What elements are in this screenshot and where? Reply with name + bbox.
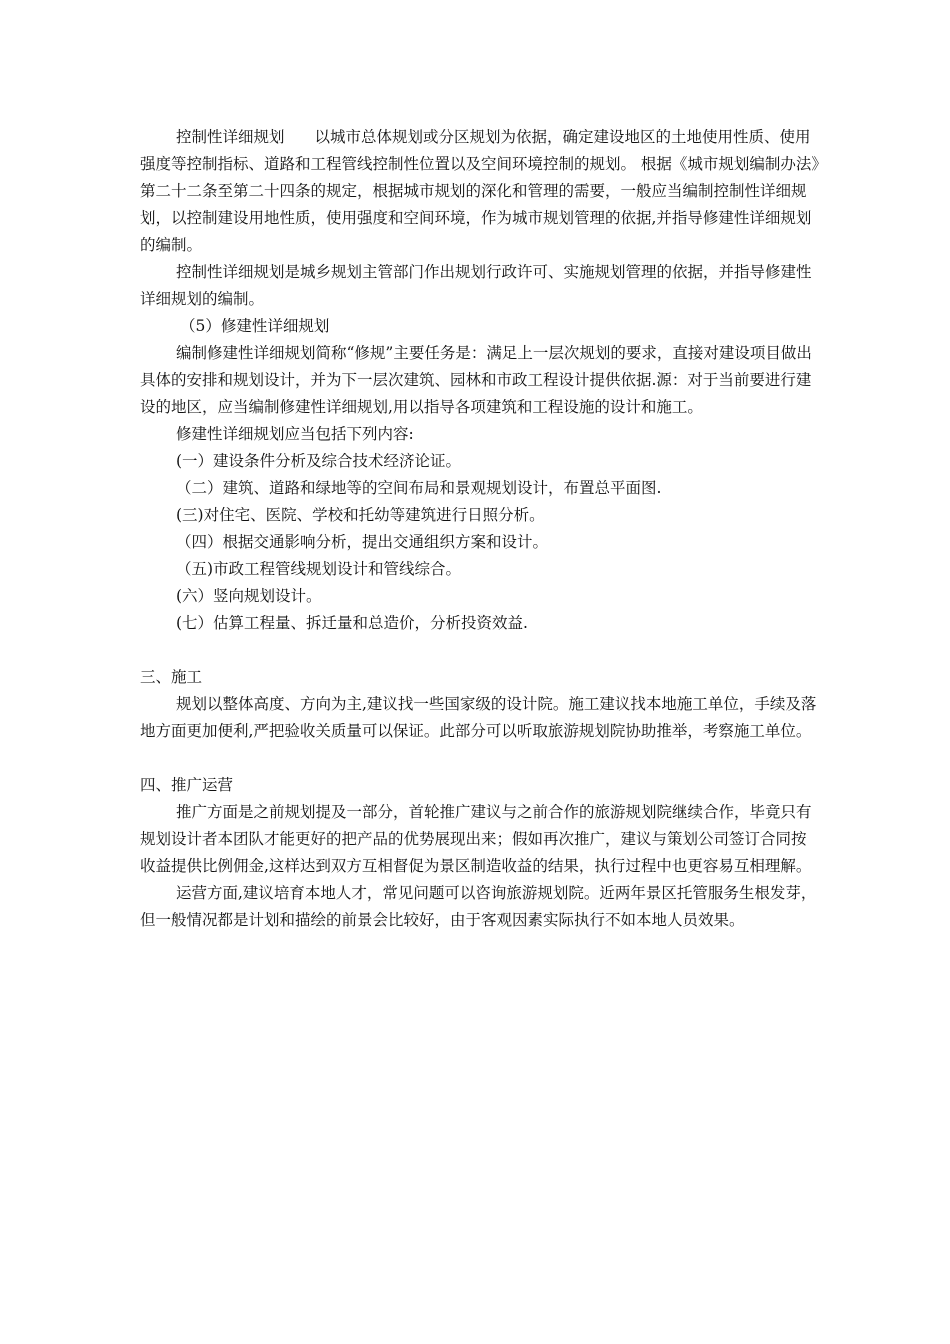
paragraph-control-plan: [140, 124, 820, 259]
paragraph-control-plan-text: 以城市总体规划或分区规划为依据，确定建设地区的土地使用性质、使用强度等控制指标、道路和工程管线控制性位置以及空间环境控制的规划。 根据《城市规划编制办法》第二十二条至第二十四条的规定，根据城市规划的深化和管理的需要，一般应当编制控制性详细规划，以控制建设用地性质，使用强度和空间环境，作为城市规划管理的依据,并指导修建性详细规划的编制。: [140, 128, 820, 254]
paragraph-operation: 运营方面,建议培育本地人才，常见问题可以咨询旅游规划院。近两年景区托管服务生根发芽，但一般情况都是计划和描绘的前景会比较好，由于客观因素实际执行不如本地人员效果。: [140, 884, 817, 929]
list-item: (三)对住宅、医院、学校和托幼等建筑进行日照分析。: [176, 506, 545, 524]
spacer: [140, 637, 820, 664]
section-heading-construction: 三、施工: [140, 668, 203, 686]
spacer: [140, 745, 820, 772]
paragraph-construction-plan-contents: 修建性详细规划应当包括下列内容:: [176, 425, 414, 443]
list-item: （四）根据交通影响分析，提出交通组织方案和设计。: [176, 533, 549, 551]
document-body: [140, 124, 820, 934]
paragraph-promotion: 推广方面是之前规划提及一部分，首轮推广建议与之前合作的旅游规划院继续合作，毕竟只有规划设计者本团队才能更好的把产品的优势展现出来；假如再次推广，建议与策划公司签订合同按收益提供比例佣金,这样达到双方互相督促为景区制造收益的结果，执行过程中也更容易互相理解。: [140, 803, 812, 875]
term-control-plan: 控制性详细规划: [176, 128, 285, 146]
list-item: （五)市政工程管线规划设计和管线综合。: [176, 560, 462, 578]
list-item: (七）估算工程量、拆迁量和总造价，分析投资效益.: [176, 614, 528, 632]
list-item: (六）竖向规划设计。: [176, 587, 322, 605]
list-item: (一）建设条件分析及综合技术经济论证。: [176, 452, 462, 470]
paragraph-control-plan-basis: 控制性详细规划是城乡规划主管部门作出规划行政许可、实施规划管理的依据，并指导修建性详细规划的编制。: [140, 263, 812, 308]
section-heading-promotion: 四、推广运营: [140, 776, 234, 794]
paragraph-construction: 规划以整体高度、方向为主,建议找一些国家级的设计院。施工建议找本地施工单位，手续及落地方面更加便利,严把验收关质量可以保证。此部分可以听取旅游规划院协助推举，考察施工单位。: [140, 695, 817, 740]
subheading-construction-plan: （5）修建性详细规划: [180, 317, 330, 335]
paragraph-construction-plan-tasks: 编制修建性详细规划简称“修规”主要任务是：满足上一层次规划的要求，直接对建设项目做出具体的安排和规划设计，并为下一层次建筑、园林和市政工程设计提供依据.源：对于当前要进行建设的地区，应当编制修建性详细规划,用以指导各项建筑和工程设施的设计和施工。: [140, 344, 812, 416]
list-item: （二）建筑、道路和绿地等的空间布局和景观规划设计，布置总平面图.: [176, 479, 662, 497]
